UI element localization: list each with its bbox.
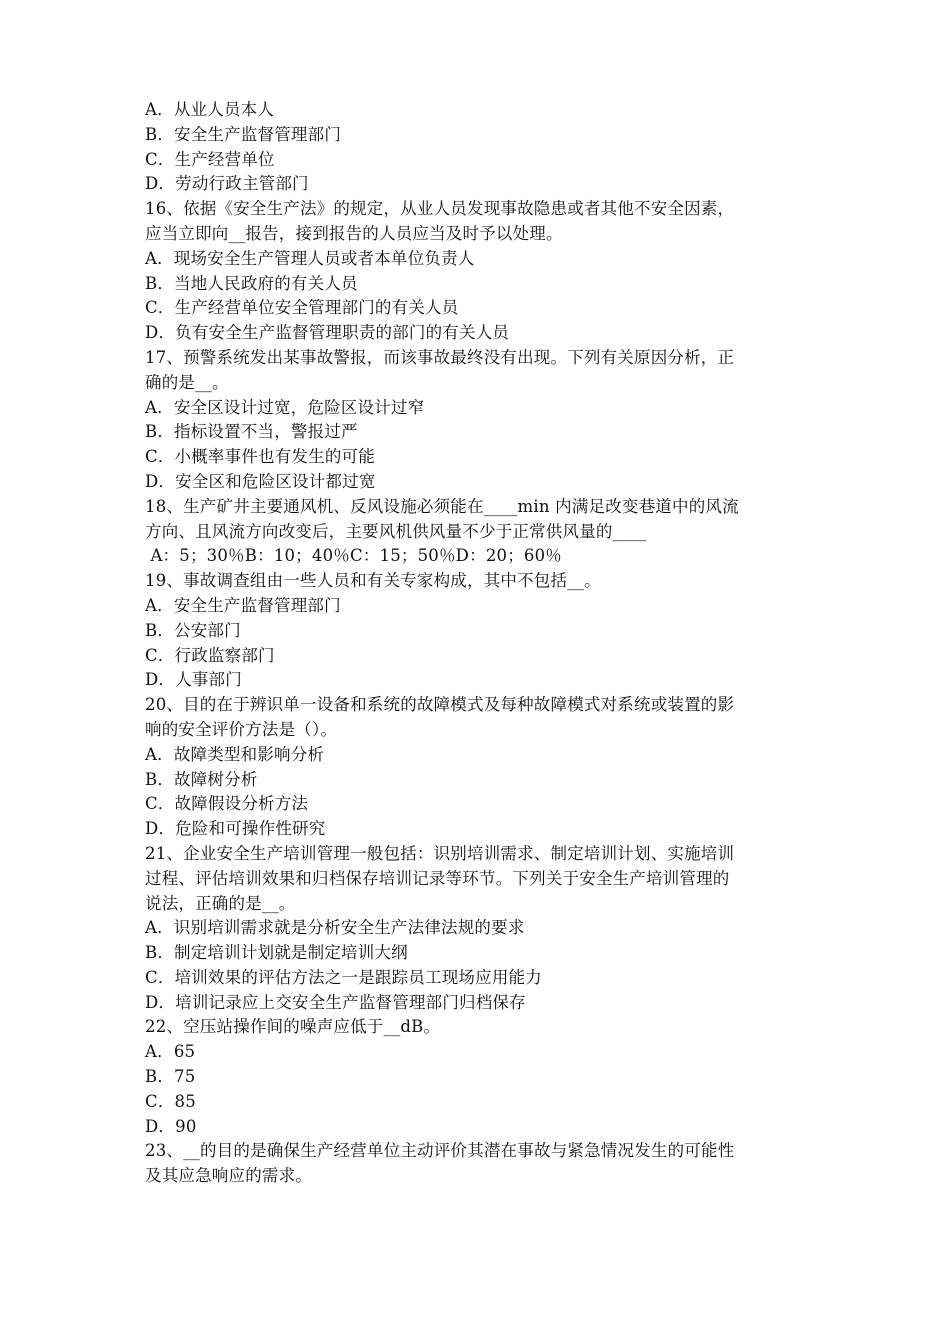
question-text-line: 响的安全评价方法是（）。 <box>145 719 338 739</box>
option-line: D．90 <box>145 1116 197 1136</box>
option-line: A．识别培训需求就是分析安全生产法律法规的要求 <box>145 918 525 938</box>
option-line: A．安全区设计过宽，危险区设计过窄 <box>145 397 425 417</box>
option-line: B．指标设置不当，警报过严 <box>145 422 358 442</box>
option-line: A．安全生产监督管理部门 <box>145 595 341 615</box>
document-page <box>145 98 813 1189</box>
option-line: D．安全区和危险区设计都过宽 <box>145 471 376 491</box>
option-line: C．培训效果的评估方法之一是跟踪员工现场应用能力 <box>145 967 542 987</box>
option-line: B．公安部门 <box>145 620 241 640</box>
question-text-line: 说法，正确的是__。 <box>145 893 296 913</box>
question-text-line: 23、__的目的是确保生产经营单位主动评价其潜在事故与紧急情况发生的可能性 <box>145 1141 735 1161</box>
option-line: B．故障树分析 <box>145 769 258 789</box>
question-text-line: 18、生产矿井主要通风机、反风设施必须能在____min 内满足改变巷道中的风流 <box>145 496 739 516</box>
question-text-line: 16、依据《安全生产法》的规定，从业人员发现事故隐患或者其他不安全因素， <box>145 199 735 219</box>
option-line: D．人事部门 <box>145 670 242 690</box>
question-text-line: 应当立即向__报告，接到报告的人员应当及时予以处理。 <box>145 223 563 243</box>
option-line: A．从业人员本人 <box>145 100 275 119</box>
option-line: D．负有安全生产监督管理职责的部门的有关人员 <box>145 323 510 343</box>
option-line: D．培训记录应上交安全生产监督管理部门归档保存 <box>145 992 526 1012</box>
option-line: A：5；30％B：10；40％C：15；50％D：20；60％ <box>145 546 563 566</box>
option-line: A．65 <box>145 1042 196 1062</box>
option-line: C．生产经营单位安全管理部门的有关人员 <box>145 298 459 318</box>
option-line: D．劳动行政主管部门 <box>145 174 309 194</box>
question-text-line: 17、预警系统发出某事故警报，而该事故最终没有出现。下列有关原因分析，正 <box>145 347 735 367</box>
question-text-line: 过程、评估培训效果和归档保存培训记录等环节。下列关于安全生产培训管理的 <box>145 868 730 888</box>
question-text-line: 确的是__。 <box>145 372 229 392</box>
option-line: B．当地人民政府的有关人员 <box>145 273 358 293</box>
option-line: C．故障假设分析方法 <box>145 794 309 814</box>
option-line: A．现场安全生产管理人员或者本单位负责人 <box>145 248 475 268</box>
option-line: B．75 <box>145 1067 196 1087</box>
option-line: C．生产经营单位 <box>145 149 275 169</box>
question-text-line: 21、企业安全生产培训管理一般包括：识别培训需求、制定培训计划、实施培训 <box>145 843 735 863</box>
question-text-line: 方向、且风流方向改变后，主要风机供风量不少于正常供风量的____ <box>145 521 647 541</box>
option-line: C．85 <box>145 1091 196 1111</box>
question-text-line: 及其应急响应的需求。 <box>145 1166 312 1186</box>
option-line: D．危险和可操作性研究 <box>145 819 326 839</box>
option-line: A．故障类型和影响分析 <box>145 744 325 764</box>
option-line: C．小概率事件也有发生的可能 <box>145 447 375 467</box>
question-text-line: 22、空压站操作间的噪声应低于__dB。 <box>145 1017 441 1037</box>
question-text-line: 20、目的在于辨识单一设备和系统的故障模式及每种故障模式对系统或装置的影 <box>145 695 735 715</box>
question-text-line: 19、事故调查组由一些人员和有关专家构成，其中不包括__。 <box>145 571 601 591</box>
option-line: B．安全生产监督管理部门 <box>145 124 342 144</box>
option-line: B．制定培训计划就是制定培训大纲 <box>145 943 408 963</box>
option-line: C．行政监察部门 <box>145 645 275 665</box>
